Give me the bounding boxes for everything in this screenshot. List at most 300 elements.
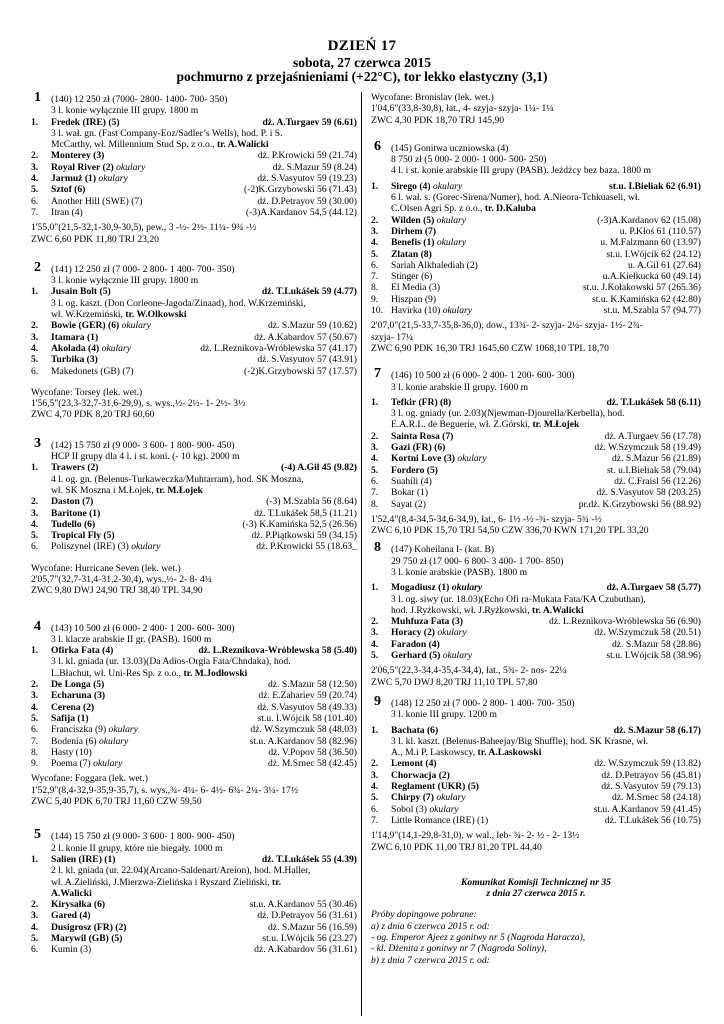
entry-row: [371, 431, 701, 442]
race-number: 1: [34, 90, 41, 105]
entry-horse: [391, 627, 594, 638]
race-header: [371, 366, 701, 382]
entry-row: [371, 770, 701, 781]
entry-row: [31, 910, 357, 921]
entry-position: 3.: [31, 507, 39, 519]
race-conditions: 3 l. konie arabskie (PASB). 1800 m: [391, 566, 528, 578]
entry-row: [31, 184, 357, 195]
race-time-cont: szyja- 17¼: [371, 331, 414, 343]
entry-position: 8.: [371, 282, 379, 294]
entry-horse-name: Chorwacja (2): [391, 769, 450, 781]
winner-owner: [31, 485, 357, 496]
spacer: [371, 688, 701, 696]
entry-jockey: dż. S.Mazur 59 (8.24): [272, 161, 357, 173]
entry-jockey: dż. D.Petrayov 56 (45.81): [601, 769, 701, 781]
entry-horse: Bokar (1): [391, 487, 429, 499]
entry-row: [371, 294, 701, 305]
race-header: [31, 259, 357, 275]
winner-owner-text: A., M.i P. Laskowscy,: [391, 747, 478, 759]
entry-row: [371, 181, 701, 192]
entry-position: 1.: [31, 116, 39, 128]
entry-row: [31, 944, 357, 955]
entry-row: [31, 713, 357, 724]
race-odds: ZWC 5,70 DWJ 8,20 TRJ 11,10 TPL 57,80: [371, 676, 538, 688]
entry-horse-name: Faradon (4): [391, 638, 440, 650]
entry-row: [31, 519, 357, 530]
race-number: 2: [34, 259, 41, 275]
entry-horse-name: Monterey (3): [51, 150, 105, 162]
entry-jockey: dż. P.Piątkowski 59 (34.15): [251, 530, 357, 542]
entry-horse: Tefkir (FR) (8): [391, 396, 452, 408]
race-conditions: 3 l. konie wyłącznie III grupy. 1800 m: [51, 275, 199, 287]
race-odds: ZWC 6,60 PDK 11,80 TRJ 23,20: [31, 233, 159, 245]
entry-jockey: dż. C.Fraisl 56 (12.26): [614, 475, 701, 487]
entry-horse-name: Franciszka (9): [51, 724, 109, 736]
entry-position: 10.: [371, 305, 383, 317]
entry-horse: Ofirka Fata (4): [51, 645, 114, 657]
winner-trainer: tr.: [272, 876, 282, 888]
entry-jockey: dż. T.Lukášek 59 (4.77): [261, 286, 357, 298]
race-time: 1'52,9"(8,4-32,9-35,9-35,7), s. wys.,¾- 4¼- 6- 4½- 6¾- 2¼- 3¼- 17½: [31, 784, 299, 796]
entry-horse: [51, 530, 251, 541]
entry-horse: [51, 519, 242, 530]
entry-position: 9.: [31, 758, 39, 770]
blinkers-tag: okulary: [437, 627, 467, 639]
entry-row: [31, 332, 357, 343]
entry-horse: Stinger (6): [391, 271, 433, 283]
entry-position: 4.: [31, 518, 39, 530]
left-column: [31, 92, 357, 956]
entry-horse: [51, 933, 262, 944]
entry-horse-name: Royal River (2): [51, 161, 117, 173]
entry-position: 4.: [31, 701, 39, 713]
blinkers-tag: okulary: [131, 541, 161, 553]
entry-position: 6.: [371, 259, 379, 271]
entry-horse: El Media (3): [391, 282, 441, 294]
entry-horse: Hasty (10): [51, 746, 92, 758]
race-6: [371, 138, 701, 354]
winner-description: 6 l. wał. s. (Gorec-Sirena/Numer), hod. A.Nieora-Tchkuaseli, wł.: [391, 192, 640, 204]
entry-horse-name: Poema (7): [51, 758, 94, 770]
entry-row: [371, 725, 701, 736]
race-4: [31, 618, 357, 808]
commission-notice: [371, 877, 701, 966]
entry-row: [371, 465, 701, 476]
entry-horse: [391, 442, 594, 453]
entry-position: 3.: [371, 769, 379, 781]
doping-line: b) z dnia 7 czerwca 2015 r. od:: [371, 954, 490, 966]
entry-horse-name: Wilden (5): [391, 214, 437, 226]
entry-horse-name: Havirka (10): [391, 305, 443, 317]
entry-row: [31, 343, 357, 354]
entry-horse: [391, 804, 594, 815]
winner-owner-text: hod. J.Ryżkowski, wł. J.Ryżkowski,: [391, 604, 533, 616]
blinkers-tag: okulary: [101, 342, 131, 354]
winner-trainer: tr. M.Łojek: [532, 419, 580, 431]
entry-horse-name: Reglament (UKR) (5): [391, 781, 479, 793]
entry-position: 7.: [31, 206, 39, 218]
entry-horse: Sariah Alkhaledіah (2): [391, 259, 478, 271]
entry-jockey: (-2)K.Grzybowski 56 (71.43): [244, 184, 357, 196]
race-prize: 29 750 zł (17 000- 6 800- 3 400- 1 700- 850): [391, 555, 564, 567]
entry-jockey: dż. S.Vasyutov 58 (203.25): [596, 487, 701, 499]
winner-trainer-cont: [31, 888, 357, 899]
entry-row: [371, 582, 701, 593]
entry-row: [31, 162, 357, 173]
entry-horse: Trawers (2): [51, 462, 99, 474]
entry-position: 2.: [371, 430, 379, 442]
entry-position: 5.: [371, 650, 379, 662]
entry-horse-name: Daston (7): [51, 496, 94, 508]
entry-horse-name: Gared (4): [51, 910, 91, 922]
entry-row: [31, 117, 357, 128]
race-header: [31, 618, 357, 634]
entry-jockey: dż. M.Srnec 58 (24.18): [612, 792, 701, 804]
race-header: [371, 693, 701, 709]
winner-owner-text: wł. A.Zieliński, J.Mierzwa-Zielińska i Ryszard Zieliński,: [51, 876, 273, 888]
race-number: 4: [34, 618, 41, 634]
race-number: 3: [34, 435, 41, 451]
blinkers-tag: okulary: [442, 650, 473, 662]
entry-jockey: st.u. I.Bieliak 62 (6.91): [609, 180, 701, 192]
blinkers-tag: okulary: [436, 237, 467, 249]
entry-horse: [391, 465, 607, 476]
entry-jockey: st.u. M.Szabla 57 (94.77): [603, 305, 701, 317]
race-conditions: 3 l. konie arabskie II grupy. 1600 m: [391, 381, 529, 393]
entry-jockey: dż. S.Mazur 58 (28.86): [612, 638, 701, 650]
entry-jockey: pr.dż. K.Grzybowski 56 (88.92): [578, 498, 701, 510]
winner-description: 3 l. kl. gniada (ur. 13.03)(Da Adios-Orgia Fata/Chndaka), hod.: [51, 656, 291, 668]
entry-position: 1.: [31, 462, 39, 474]
doping-line: - og. Emperor Ajeez z gonitwy nr 5 (Nagroda Haracza),: [371, 932, 586, 943]
entry-horse-name: Akolada (4): [51, 342, 102, 354]
entry-position: 3.: [31, 331, 39, 343]
blinkers-tag: okulary: [436, 214, 466, 226]
entry-jockey: st.u. A.Kardanov 55 (30.46): [249, 899, 357, 911]
entry-position: 6.: [31, 724, 39, 736]
entry-jockey: dż. A.Kabardov 57 (50.67): [254, 331, 357, 343]
race-time: 1'55,0"(21,5-32,1-30,9-30,5), pew., 3 -½- 2½- 11¼- 9¾ -½: [31, 222, 257, 234]
race-7: [371, 366, 701, 537]
entry-row: [371, 282, 701, 293]
entry-row: [371, 815, 701, 826]
entry-horse-name: Tropical Fly (5): [51, 530, 115, 542]
entry-horse: Bachata (6): [391, 724, 439, 736]
entry-horse-name: Marywil (GB) (5): [51, 933, 123, 944]
doping-line: a) z dnia 6 czerwca 2015 r. od:: [371, 920, 490, 932]
entry-horse: [391, 770, 601, 781]
entry-jockey: dż. S.Vasyutov 59 (19.23): [257, 173, 357, 185]
entry-row: [31, 207, 357, 218]
entry-position: 2.: [31, 496, 39, 508]
race-title: (146) 10 500 zł (6 000- 2 400- 1 200- 600- 300): [391, 370, 575, 382]
race-conditions: 4 l. i st. konie arabskie III grupy (PASB). Jeźdźcy bez baza. 1800 m: [391, 165, 651, 177]
entry-horse: [391, 237, 600, 248]
winner-description: 3 l. og. siwy (ur. 18.03)(Echo Ofi ra-Mukata Fata/KA Czubuthan),: [391, 593, 646, 605]
entry-position: 6.: [371, 803, 379, 815]
blinkers-tag: okulary: [116, 161, 146, 173]
entry-horse-name: Poliszynel (IRE) (3): [51, 541, 132, 553]
entry-position: 3.: [371, 627, 379, 639]
entry-jockey: (-2)K.Grzybowski 57 (17.57): [244, 365, 357, 377]
race-9: [371, 693, 701, 853]
entry-jockey: dż. P.Krowicki 55 (18.63_: [256, 541, 357, 553]
entry-row: [371, 487, 701, 498]
entry-jockey: dż. T.Lukášek 56 (10.75): [604, 814, 701, 826]
column-divider: [361, 92, 362, 1016]
entry-position: 6.: [31, 541, 39, 553]
entry-horse: [51, 899, 250, 910]
race-id: (145) Gonitwa uczniowska (4): [391, 142, 509, 154]
entry-jockey: st.u. A.Kardanov 58 (82.96): [249, 735, 357, 747]
blinkers-tag: okulary: [108, 724, 138, 736]
winner-description: 3 l. kl. kaszt. (Belenus-Baheejay/Big Shuffle), hod. SK Krasne, wł.: [391, 735, 649, 747]
entry-position: 4.: [31, 921, 39, 933]
race-5: [31, 827, 357, 956]
entry-position: 7.: [31, 735, 39, 747]
entry-horse: [51, 332, 254, 343]
date-line: sobota, 27 czerwca 2015: [293, 55, 431, 70]
blinkers-tag: okulary: [98, 735, 129, 747]
entry-row: [371, 639, 701, 650]
entry-jockey: u.A.Kiełkucka 60 (49.14): [602, 271, 701, 283]
entry-horse: [51, 541, 256, 552]
winner-owner: [31, 309, 357, 320]
race-number: 5: [34, 827, 41, 843]
entry-horse: [391, 181, 609, 192]
winner-owner: [371, 203, 701, 214]
entry-horse: [51, 690, 258, 701]
entry-position: 4.: [371, 237, 379, 249]
entry-horse: [51, 713, 258, 724]
entry-position: 4.: [371, 453, 379, 465]
entry-row: [371, 453, 701, 464]
entry-jockey: dż. S.Vasyutov 58 (49.33): [257, 701, 357, 713]
entry-position: 4.: [31, 342, 39, 354]
commission-date: z dnia 27 czerwca 2015 r.: [486, 888, 586, 900]
blinkers-tag: okulary: [432, 180, 463, 192]
entry-position: 5.: [31, 184, 39, 196]
winner-trainer: tr. D.Kaluba: [484, 203, 536, 215]
day-title: DZIEŃ 17: [327, 38, 397, 54]
race-time: 2'05,7"(32,7-31,4-31,2-30,4), wys.,½- 2- 8- 4¼: [31, 573, 212, 585]
entry-horse-name: Zlatan (8): [391, 248, 432, 260]
entry-jockey: dż. S.Mazur 58 (6.17): [613, 724, 701, 736]
entry-horse: [51, 150, 258, 161]
entry-row: [371, 781, 701, 792]
race-title: (142) 15 750 zł (9 000- 3 600- 1 800- 900- 450): [51, 439, 235, 451]
race-number: 7: [374, 366, 381, 382]
entry-horse-name: Mogadiusz (1): [391, 582, 452, 594]
entry-row: [31, 530, 357, 541]
commission-title: Komunikat Komisji Technicznej nr 35: [461, 876, 611, 888]
entry-position: 4.: [371, 781, 379, 793]
entry-horse: Itran (4): [51, 206, 83, 218]
entry-position: 5.: [31, 933, 39, 944]
entry-jockey: dż. S.Mazur 58 (12.50): [268, 679, 357, 691]
entry-jockey: dż. S.Mazur 59 (10.62): [268, 320, 357, 332]
entry-position: 3.: [371, 225, 379, 237]
race-time: 2'06,5"(22,3-34,4-35,4-34,4), łat., 5¾- 2- nos- 22¼: [371, 665, 567, 677]
entry-horse-name: Bowie (GER) (6): [51, 320, 122, 332]
entry-jockey: dż. S.Vasyutov 57 (43.91): [257, 354, 357, 366]
race-title: (148) 12 250 zł (7 000- 2 800- 1 400- 700- 350): [391, 697, 575, 709]
race-title: (147) Koheilana I- (kat. B): [391, 544, 495, 556]
entry-jockey: dż. L.Reznikova-Wróblewska 57 (41.17): [200, 342, 357, 354]
entry-jockey: st. u.I.Bieliak 58 (79.04): [606, 464, 701, 476]
entry-row: [31, 724, 357, 735]
spacer: [31, 597, 357, 621]
entry-horse: [51, 758, 268, 769]
entry-jockey: dż. S.Mazur 56 (21.89): [612, 453, 701, 465]
entry-horse-name: Horacy (2): [391, 627, 438, 639]
entry-row: [31, 690, 357, 701]
race-odds: ZWC 6,90 PDK 16,30 TRJ 1645,60 CZW 1068,10 TPL 18,70: [371, 342, 609, 354]
withdrawn-note: Wycofane: Bronislav (lek. wet.): [371, 92, 494, 103]
entry-position: 2.: [31, 320, 39, 332]
entry-position: 7.: [371, 271, 379, 283]
entry-row: [371, 442, 701, 453]
entry-jockey: dż. A.Turgaev 58 (5.77): [606, 582, 701, 594]
entry-horse-name: Dirhem (7): [391, 225, 437, 237]
race-conditions: 2 l. konie II grupy, które nie biegały. 1000 m: [51, 842, 223, 854]
entry-row: [371, 215, 701, 226]
entry-row: [371, 792, 701, 803]
spacer: [371, 126, 701, 141]
race-number: 8: [374, 540, 381, 556]
withdrawn-note: Wycofane: Hurricane Seven (lek. wet.): [31, 562, 181, 574]
entry-horse: Suahili (4): [391, 475, 432, 487]
entry-row: [371, 804, 701, 815]
entry-horse: Salien (IRE) (1): [51, 853, 116, 865]
entry-horse: [391, 639, 612, 650]
race-title: (144) 15 750 zł (9 000- 3 600- 1 800- 900- 450): [51, 831, 235, 843]
entry-jockey: dż. A.Turgaev 56 (17.78): [604, 430, 701, 442]
race-1: [31, 90, 357, 245]
entry-horse: [51, 910, 257, 921]
entry-position: 3.: [31, 690, 39, 702]
entry-position: 6.: [371, 475, 379, 487]
entry-row: [31, 462, 357, 473]
entry-horse: [391, 792, 612, 803]
race-time: 1'14,9"(14,1-29,8-31,0), w wal., leb- ¾- 2- ½ - 2- 13½: [371, 830, 580, 842]
entry-horse: [51, 343, 200, 354]
entry-jockey: dż. W.Szymczuk 58 (19.49): [594, 442, 701, 454]
entry-jockey: dż. T.Lukášek 58 (6.11): [606, 396, 701, 408]
winner-trainer: tr. M.Łojek: [156, 484, 203, 496]
race-odds: ZWC 6,10 PDK 11,00 TRJ 81,20 TPL 44,40: [371, 841, 542, 853]
entry-horse-name: Chirpy (7): [391, 792, 437, 804]
race-odds: ZWC 4,70 PDK 8,20 TRJ 60,60: [31, 409, 155, 421]
entry-row: [371, 260, 701, 271]
winner-owner-text: C.Olsen Agri Sp. z o.o.,: [391, 203, 485, 215]
entry-row: [31, 508, 357, 519]
race-header: [31, 90, 357, 105]
race-title: (140) 12 250 zł (7000- 2800- 1400- 700- 350): [51, 94, 228, 105]
entry-row: [31, 854, 357, 865]
entry-horse-name: Tudello (6): [51, 518, 96, 530]
entry-horse: Hiszpan (9): [391, 293, 437, 305]
entry-horse: [391, 650, 606, 661]
entry-jockey: dż. W.Szymczuk 58 (20.51): [594, 627, 701, 639]
entry-horse-name: Benefis (1): [391, 237, 437, 249]
entry-position: 1.: [31, 853, 39, 865]
doping-line: - kl. Dżenita z gonitwy nr 7 (Nagroda Soliny),: [371, 943, 547, 955]
entry-horse-name: De Longa (5): [51, 679, 105, 691]
race-time: 2'07,0"(21,5-33,7-35,8-36,0), dow., 13¾- 2- szyja- 2¼- szyja- 1½- 2¾-: [371, 320, 643, 332]
entry-horse: [391, 249, 606, 260]
spacer: [31, 807, 357, 829]
entry-jockey: dż. W.Szymczuk 58 (48.03): [250, 724, 357, 736]
right-column: [371, 92, 701, 966]
entry-row: [371, 397, 701, 408]
entry-jockey: dż. L.Reznikova-Wróblewska 58 (5.40): [198, 645, 357, 657]
entry-row: [31, 747, 357, 758]
entry-row: [371, 650, 701, 661]
race-header: [371, 540, 701, 556]
entry-horse: [51, 354, 257, 365]
entry-row: [31, 150, 357, 161]
entry-jockey: dż. M.Srnec 58 (42.45): [268, 758, 357, 770]
race-title: (143) 10 500 zł (6 000- 2 400- 1 200- 600- 300): [51, 622, 235, 634]
entry-horse: Little Romance (IRE) (1): [391, 814, 489, 826]
race-5-continued: [371, 92, 701, 126]
entry-position: 1.: [371, 180, 379, 192]
race-title: [371, 143, 701, 154]
race-number: 6: [374, 138, 381, 154]
winner-owner: [371, 419, 701, 430]
entry-horse: [51, 162, 273, 173]
entry-horse: [51, 679, 268, 690]
blinkers-tag: okulary: [429, 803, 459, 815]
entry-position: 6.: [31, 365, 39, 377]
entry-row: [371, 226, 701, 237]
blinkers-tag: okulary: [451, 582, 483, 594]
entry-position: 8.: [371, 498, 379, 510]
blinkers-tag: okulary: [457, 453, 487, 465]
entry-horse-name: Kirysałka (6): [51, 899, 106, 911]
entry-position: 1.: [371, 582, 379, 594]
entry-position: 2.: [31, 150, 39, 162]
blinkers-tag: okulary: [436, 792, 466, 804]
entry-row: [31, 758, 357, 769]
winner-description: 3 l. wał. gn. (Fast Company-Eoz/Sadler’s Wells), hod. P. i S.: [51, 127, 283, 139]
entry-jockey: dż. T.Lukášek 58,5 (11.21): [254, 507, 357, 519]
race-header: [31, 827, 357, 843]
entry-position: 9.: [371, 293, 379, 305]
race-conditions: 3 l. konie wyłącznie III grupy. 1800 m: [51, 105, 199, 117]
blinkers-tag: okulary: [98, 173, 128, 185]
race-8: [371, 540, 701, 688]
blinkers-tag: okulary: [442, 305, 472, 317]
entry-jockey: (-3) K.Kamińska 52,5 (26.56): [242, 518, 357, 530]
entry-row: [371, 499, 701, 510]
entry-jockey: st.u. J.Kołakowski 57 (265.36): [582, 282, 701, 294]
spacer: [371, 853, 701, 877]
entry-horse: Kumin (3): [51, 944, 92, 956]
entry-position: 1.: [371, 724, 379, 736]
entry-row: [31, 645, 357, 656]
entry-position: 1.: [31, 645, 39, 657]
spacer: [371, 536, 701, 542]
entry-jockey: dż. L.Reznikova-Wróblewska 56 (6.90): [548, 616, 701, 628]
entry-row: [371, 758, 701, 769]
entry-jockey: dż. E.Zahariev 59 (20.74): [258, 690, 357, 702]
entry-position: 4.: [371, 638, 379, 650]
entry-horse-name: Lemont (4): [391, 758, 437, 770]
entry-jockey: dż. S.Vasyutov 59 (79.13): [601, 781, 701, 793]
entry-position: 3.: [31, 161, 39, 173]
